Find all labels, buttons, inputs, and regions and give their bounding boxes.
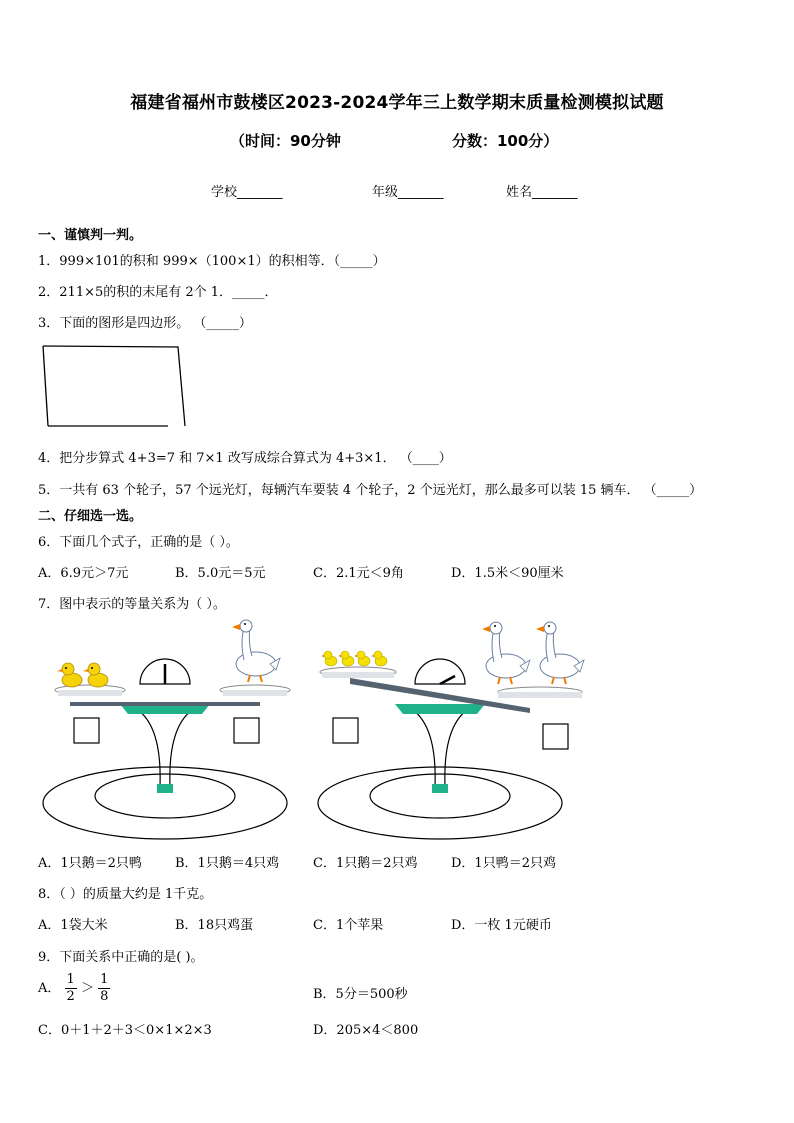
right-scale (318, 622, 584, 839)
exam-time: （时间：90分钟 (230, 132, 341, 150)
fraction-one-half (65, 972, 77, 1005)
q8-option-a: A．1袋大米 (38, 918, 108, 933)
q7-option-a: A．1只鹅＝2只鸭 (38, 856, 142, 871)
page-title: 福建省福州市鼓楼区2023-2024学年三上数学期末质量检测模拟试题 (130, 93, 664, 113)
quadrilateral-figure (40, 344, 190, 430)
q6-option-d: D．1.5米＜90厘米 (451, 566, 564, 581)
exam-score: 分数：100分） (452, 132, 559, 150)
question-6: 6．下面几个式子，正确的是（ ）。 (38, 535, 239, 550)
q9-option-a-label: A． (38, 981, 61, 996)
q8-option-c: C．1个苹果 (313, 918, 384, 933)
q7-option-d: D．1只鸭＝2只鸡 (451, 856, 556, 871)
question-4: 4．把分步算式 4+3=7 和 7×1 改写成综合算式为 4+3×1． （____） (38, 451, 452, 466)
q6-option-a: A．6.9元＞7元 (38, 566, 129, 581)
q9-option-d: D．205×4＜800 (313, 1023, 419, 1038)
section-1-title: 一、谨慎判一判。 (38, 228, 143, 243)
left-scale (43, 620, 290, 839)
question-5: 5．一共有 63 个轮子，57 个远光灯，每辆汽车要装 4 个轮子，2 个远光灯，那么最多可以装 15 辆车． （_____） (38, 483, 703, 498)
section-2-title: 二、仔细选一选。 (38, 509, 143, 524)
school-field: 学校_______ (211, 185, 283, 200)
question-1: 1．999×101的积和 999×（100×1）的积相等．（_____） (38, 254, 386, 269)
grade-field: 年级_______ (372, 185, 444, 200)
q6-option-c: C．2.1元＜9角 (313, 566, 404, 581)
question-9: 9．下面关系中正确的是( )。 (38, 950, 204, 965)
question-2: 2．211×5的积的末尾有 2个 1．_____． (38, 285, 278, 300)
q9-option-c: C．0＋1＋2＋3＜0×1×2×3 (38, 1023, 212, 1038)
q9-option-b: B．5分＝500秒 (313, 987, 408, 1002)
q8-option-b: B．18只鸡蛋 (175, 918, 254, 933)
fraction-denominator: 8 (100, 989, 109, 1004)
q6-option-b: B．5.0元＝5元 (175, 566, 266, 581)
greater-than-sign: ＞ (80, 981, 94, 996)
q7-option-b: B．1只鹅＝4只鸡 (175, 856, 280, 871)
fraction-numerator: 1 (66, 972, 75, 987)
balance-scales-illustration (40, 618, 600, 846)
name-field: 姓名_______ (506, 185, 578, 200)
q8-option-d: D．一枚 1元硬币 (451, 918, 552, 933)
question-8: 8．（ ）的质量大约是 1千克。 (38, 887, 213, 902)
fraction-denominator: 2 (66, 989, 75, 1004)
q9-option-a (38, 972, 110, 1005)
question-7: 7．图中表示的等量关系为（ ）。 (38, 597, 226, 612)
q7-option-c: C．1只鹅＝2只鸡 (313, 856, 418, 871)
question-3: 3．下面的图形是四边形。 （_____） (38, 316, 252, 331)
fraction-numerator: 1 (100, 972, 109, 987)
fraction-one-eighth (98, 972, 110, 1005)
